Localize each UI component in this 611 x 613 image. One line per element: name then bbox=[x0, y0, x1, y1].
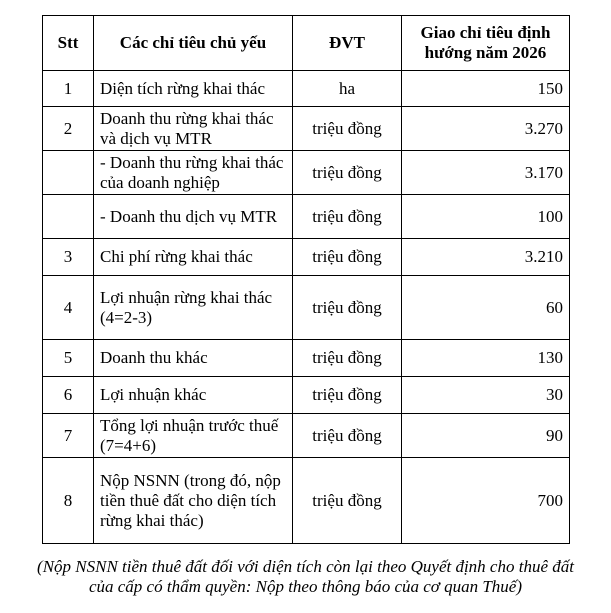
row-value: 700 bbox=[402, 458, 570, 544]
row-stt: 4 bbox=[43, 276, 94, 340]
row-unit: triệu đồng bbox=[293, 458, 402, 544]
row-unit: triệu đồng bbox=[293, 239, 402, 276]
row-stt: 1 bbox=[43, 71, 94, 107]
table-row bbox=[43, 107, 570, 151]
table-row bbox=[43, 71, 570, 107]
row-stt: 7 bbox=[43, 414, 94, 458]
row-indicator: Diện tích rừng khai thác bbox=[94, 71, 293, 107]
row-value: 3.270 bbox=[402, 107, 570, 151]
table-row bbox=[43, 195, 570, 239]
table-row bbox=[43, 151, 570, 195]
row-stt bbox=[43, 151, 94, 195]
row-indicator: Lợi nhuận rừng khai thác (4=2-3) bbox=[94, 276, 293, 340]
table-row bbox=[43, 276, 570, 340]
row-value: 130 bbox=[402, 340, 570, 377]
footnote-line-2: của cấp có thẩm quyền: Nộp theo thông báo của cơ quan Thuế) bbox=[88, 577, 523, 596]
table-row bbox=[43, 340, 570, 377]
row-stt: 3 bbox=[43, 239, 94, 276]
header-indicators: Các chỉ tiêu chủ yếu bbox=[94, 16, 293, 71]
header-target-2026: Giao chỉ tiêu định hướng năm 2026 bbox=[402, 16, 570, 71]
row-value: 100 bbox=[402, 195, 570, 239]
row-indicator: - Doanh thu rừng khai thác của doanh nghiệp bbox=[94, 151, 293, 195]
row-unit: triệu đồng bbox=[293, 276, 402, 340]
targets-table bbox=[42, 15, 570, 544]
table-row bbox=[43, 414, 570, 458]
row-unit: triệu đồng bbox=[293, 414, 402, 458]
header-unit: ĐVT bbox=[293, 16, 402, 71]
row-stt: 8 bbox=[43, 458, 94, 544]
row-indicator: Lợi nhuận khác bbox=[94, 377, 293, 414]
row-indicator: Nộp NSNN (trong đó, nộp tiền thuê đất cho diện tích rừng khai thác) bbox=[94, 458, 293, 544]
table-row bbox=[43, 458, 570, 544]
row-unit: ha bbox=[293, 71, 402, 107]
row-stt: 5 bbox=[43, 340, 94, 377]
row-unit: triệu đồng bbox=[293, 195, 402, 239]
row-indicator: - Doanh thu dịch vụ MTR bbox=[94, 195, 293, 239]
table-row bbox=[43, 377, 570, 414]
row-value: 30 bbox=[402, 377, 570, 414]
row-unit: triệu đồng bbox=[293, 151, 402, 195]
row-unit: triệu đồng bbox=[293, 377, 402, 414]
row-stt bbox=[43, 195, 94, 239]
row-value: 90 bbox=[402, 414, 570, 458]
header-row bbox=[43, 16, 570, 71]
table-row bbox=[43, 239, 570, 276]
header-stt: Stt bbox=[43, 16, 94, 71]
row-value: 3.210 bbox=[402, 239, 570, 276]
row-indicator: Tổng lợi nhuận trước thuế (7=4+6) bbox=[94, 414, 293, 458]
row-indicator: Chi phí rừng khai thác bbox=[94, 239, 293, 276]
footnote-line-1: (Nộp NSNN tiền thuê đất đối với diện tích còn lại theo Quyết định cho thuê đất bbox=[37, 557, 574, 576]
row-value: 150 bbox=[402, 71, 570, 107]
footnote bbox=[0, 557, 611, 597]
row-indicator: Doanh thu rừng khai thác và dịch vụ MTR bbox=[94, 107, 293, 151]
row-value: 3.170 bbox=[402, 151, 570, 195]
row-unit: triệu đồng bbox=[293, 340, 402, 377]
row-stt: 2 bbox=[43, 107, 94, 151]
row-value: 60 bbox=[402, 276, 570, 340]
row-stt: 6 bbox=[43, 377, 94, 414]
row-indicator: Doanh thu khác bbox=[94, 340, 293, 377]
row-unit: triệu đồng bbox=[293, 107, 402, 151]
